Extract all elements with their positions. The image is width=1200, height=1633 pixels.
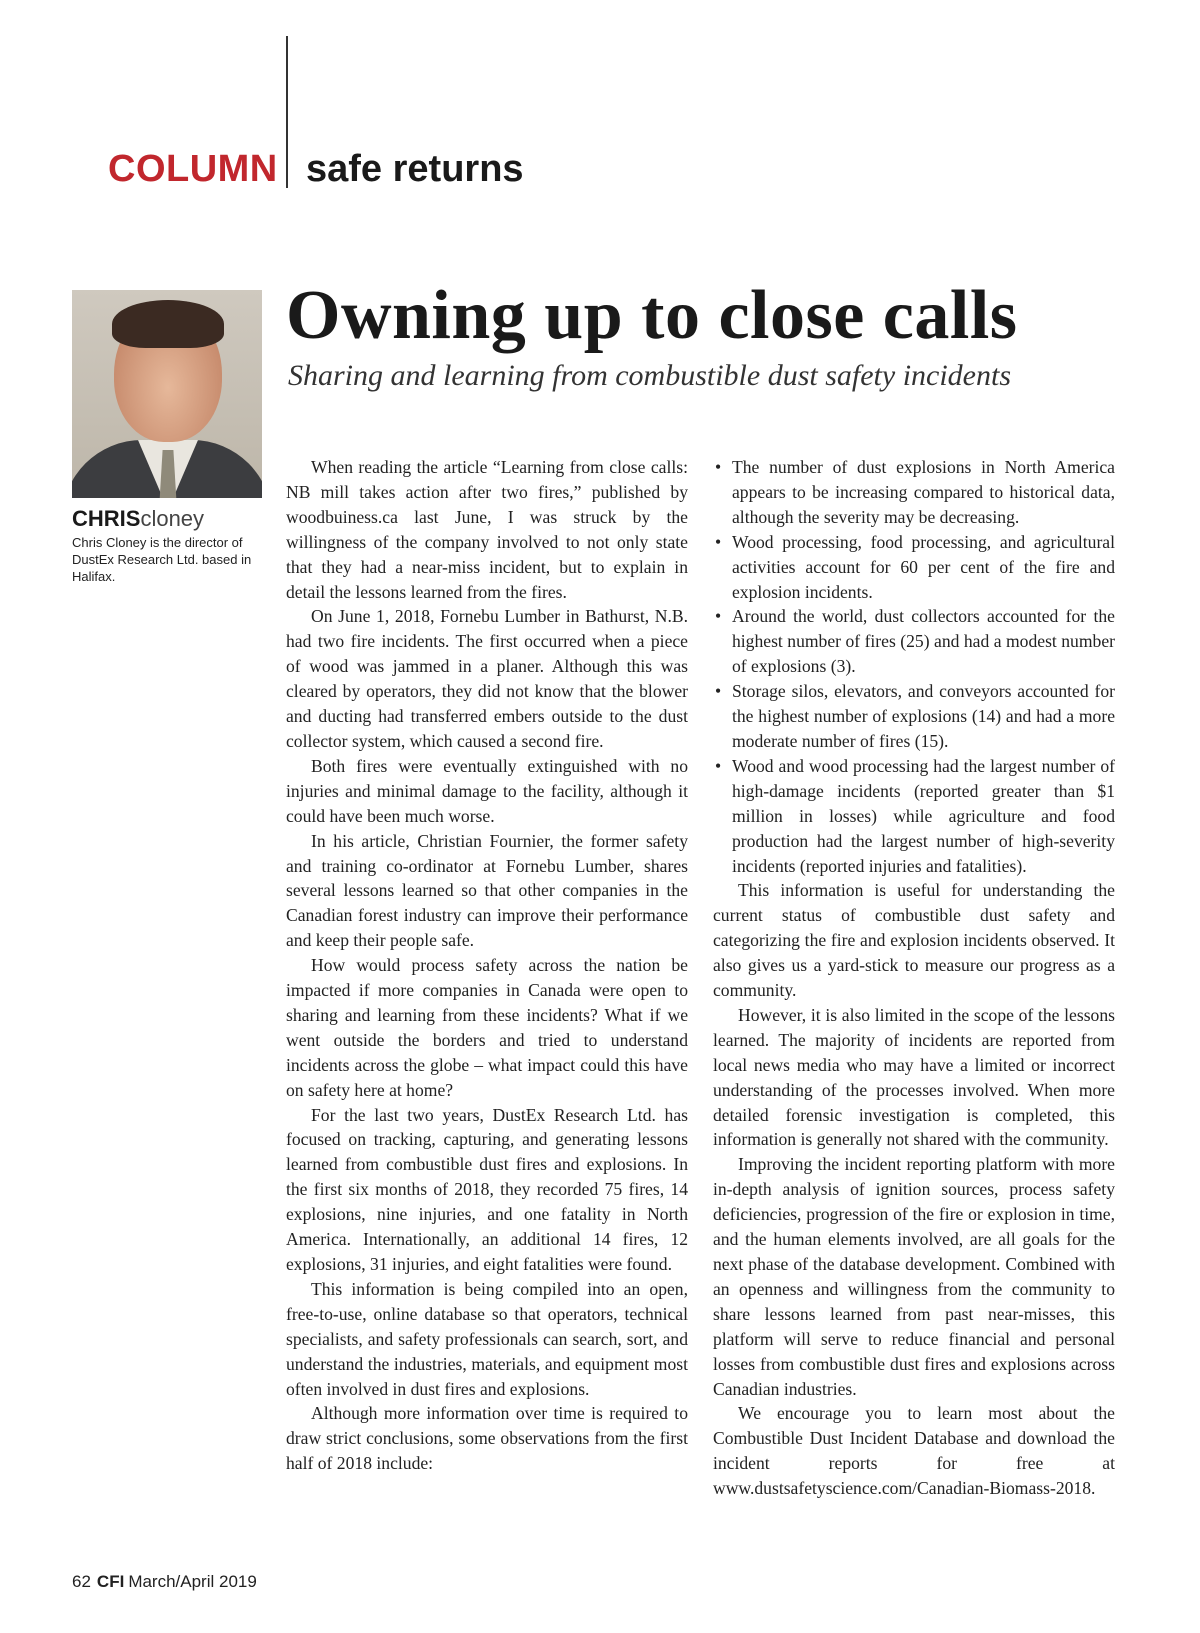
bullet-icon: • <box>715 531 722 552</box>
column-name: safe returns <box>306 148 524 190</box>
author-photo <box>72 290 262 498</box>
publication-name: CFI <box>96 1572 125 1591</box>
bullet-icon: • <box>715 457 722 477</box>
header-divider <box>286 36 288 188</box>
bullet-icon: • <box>715 606 722 627</box>
list-item-text: The number of dust explosions in North America appears to be increasing compared to historical data, although the severity may be decreasing. <box>732 457 1115 527</box>
list-item-text: Storage silos, elevators, and conveyors accounted for the highest number of explosions (14) and had a more moderate number of fires (15). <box>732 681 1115 751</box>
paragraph: For the last two years, DustEx Research Ltd. has focused on tracking, capturing, and generating lessons learned from combustible dust fires and explosions. In the first six months of 2018, they recorded 75 fires, 14 explosions, nine injuries, and one fatality in North America. Internationally, an additional 14 fires, 12 explosions, 31 injuries, and eight fatalities were found. <box>286 1104 688 1274</box>
list-item <box>713 604 1115 679</box>
paragraph: On June 1, 2018, Fornebu Lumber in Bathurst, N.B. had two fire incidents. The first occurred when a piece of wood was jammed in a planer. Although this was cleared by operators, they did not know that the blower and ducting had transferred embers outside to the dust collector system, which caused a second fire. <box>286 606 688 751</box>
paragraph: In his article, Christian Fournier, the former safety and training co-ordinator at Fornebu Lumber, shares several lessons learned so that other companies in the Canadian forest industry can improve their performance and keep their people safe. <box>286 830 688 951</box>
list-item <box>713 530 1115 605</box>
observations-list <box>713 455 1115 878</box>
list-item-text: Wood and wood processing had the largest number of high-damage incidents (reported greater than $1 million in losses) while agriculture and food production had the largest number of high-severity incidents (reported injuries and fatalities). <box>732 755 1115 876</box>
issue-date: March/April 2019 <box>128 1572 257 1591</box>
paragraph: Improving the incident reporting platform with more in-depth analysis of ignition sources, process safety deficiencies, progression of the fire or explosion in time, and the human elements involved, are all goals for the next phase of the database development. Combined with an openness and willingness from the community to share lessons learned from past near-misses, this platform will serve to reduce financial and personal losses from combustible dust fires and explosions across Canadian industries. <box>713 1154 1115 1399</box>
paragraph: Both fires were eventually extinguished with no injuries and minimal damage to the facility, although it could have been much worse. <box>286 755 688 826</box>
page-number: 62 <box>72 1572 91 1591</box>
bullet-icon: • <box>715 755 722 776</box>
paragraph: Although more information over time is required to draw strict conclusions, some observations from the first half of 2018 include: <box>286 1403 688 1474</box>
section-label: COLUMN <box>108 148 278 190</box>
list-item-text: Around the world, dust collectors accounted for the highest number of fires (25) and had a modest number of explosions (3). <box>732 606 1115 677</box>
list-item <box>713 455 1115 530</box>
paragraph: This information is being compiled into an open, free-to-use, online database so that operators, technical specialists, and safety professionals can search, sort, and understand the industries, materials, and equipment most often involved in dust fires and explosions. <box>286 1278 688 1399</box>
author-last-name: cloney <box>140 506 205 531</box>
paragraph: This information is useful for understanding the current status of combustible dust safety and categorizing the fire and explosion incidents observed. It also gives us a yard-stick to measure our progress as a community. <box>713 880 1115 1001</box>
article-title: Owning up to close calls <box>286 277 1018 354</box>
list-item <box>713 679 1115 754</box>
paragraph: We encourage you to learn most about the Combustible Dust Incident Database and download the incident reports for free at www.dustsafetyscience.com/Canadian-Biomass-2018. <box>713 1403 1115 1499</box>
paragraph: How would process safety across the nation be impacted if more companies in Canada were open to sharing and learning from these incidents? What if we went outside the borders and tried to understand incidents across the globe – what impact could this have on safety here at home? <box>286 955 688 1100</box>
author-bio: Chris Cloney is the director of DustEx Research Ltd. based in Halifax. <box>72 535 252 584</box>
author-first-name: CHRIS <box>72 506 141 531</box>
body-column-1 <box>286 455 688 1476</box>
article-subtitle: Sharing and learning from combustible dust safety incidents <box>288 359 1012 392</box>
author-name <box>72 506 204 532</box>
page-footer <box>72 1572 257 1592</box>
body-column-2 <box>713 455 1115 1501</box>
bullet-icon: • <box>715 681 722 702</box>
list-item <box>713 754 1115 879</box>
paragraph: However, it is also limited in the scope of the lessons learned. The majority of incidents are reported from local news media who may have a limited or incorrect understanding of the processes involved. When more detailed forensic investigation is completed, this information is generally not shared with the community. <box>713 1004 1115 1150</box>
paragraph: When reading the article “Learning from close calls: NB mill takes action after two fires,” published by woodbuiness.ca last June, I was struck by the willingness of the company involved to not only state that they had a near-miss incident, but to explain in detail the lessons learned from the fires. <box>286 457 688 602</box>
list-item-text: Wood processing, food processing, and agricultural activities account for 60 per cent of the fire and explosion incidents. <box>732 531 1115 602</box>
